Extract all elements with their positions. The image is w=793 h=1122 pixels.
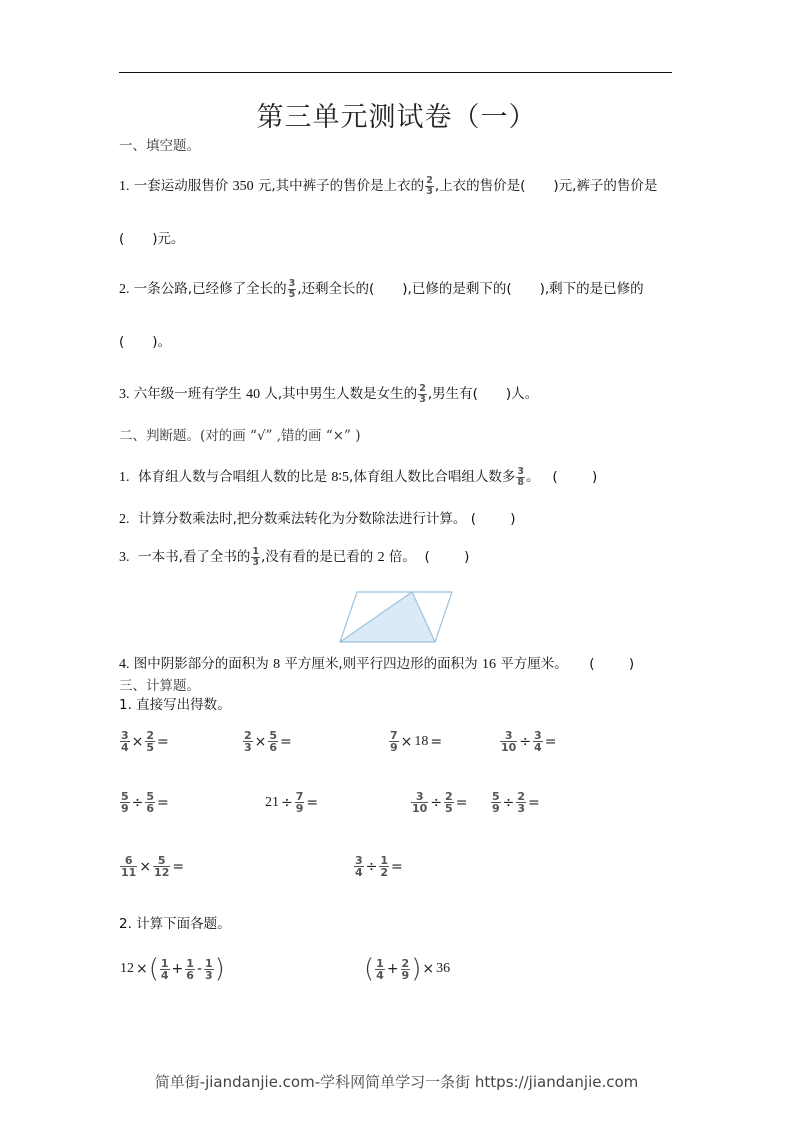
answer-parentheses[interactable]: ( ) xyxy=(424,549,470,565)
question-1-2-line2: ( )。 xyxy=(119,334,172,350)
parallelogram-figure xyxy=(335,588,460,648)
fraction: $\frac{3}{8}$ xyxy=(517,466,524,488)
fraction: $\frac{3}{5}$ xyxy=(288,278,296,300)
footer-watermark: 简单街-jiandanjie.com-学科网简单学习一条街 https://jiandanjie.com xyxy=(154,1073,639,1091)
answer-parentheses[interactable]: ( ) xyxy=(470,511,516,527)
question-2-2: 2. 计算分数乘法时,把分数乘法转化为分数除法进行计算。 ( ) xyxy=(119,511,516,527)
fraction: $\frac{2}{3}$ xyxy=(426,175,433,197)
answer-parentheses[interactable]: ( ) xyxy=(552,469,598,485)
question-1-1: 1. 一套运动服售价 350 元,其中裤子的售价是上衣的 $\frac{2}{3}$ ,上衣的售价是( )元,裤子的售价是 xyxy=(119,175,658,197)
question-2-3: 3. 一本书,看了全书的 $\frac{1}{3}$ ,没有看的是已看的 2 倍。 ( ) xyxy=(119,546,470,568)
subheading-compute: 2. 计算下面各题。 xyxy=(119,916,231,932)
fraction: $\frac{1}{3}$ xyxy=(252,546,260,568)
answer-parentheses[interactable]: ( ) xyxy=(589,656,635,672)
compute-expression-2: ( $\frac{1}{4}$ + $\frac{2}{9}$ ) × 36 xyxy=(364,954,451,984)
question-2-1: 1. 体育组人数与合唱组人数的比是 8∶5,体育组人数比合唱组人数多 $\frac{3}{8}$ 。 ( ) xyxy=(119,466,598,488)
calc-item-2: $\frac{2}{3}$ × $\frac{5}{6}$ = xyxy=(244,729,292,754)
calc-item-3: $\frac{7}{9}$ × 18 = xyxy=(390,729,443,754)
subheading-direct-answer: 1. 直接写出得数。 xyxy=(119,697,231,713)
section-heading-calculation: 三、计算题。 xyxy=(119,678,200,694)
calc-item-6: 21 ÷ $\frac{7}{9}$ = xyxy=(265,790,319,815)
question-1-1-line2: ( )元。 xyxy=(119,231,185,247)
fraction: $\frac{2}{3}$ xyxy=(419,383,426,405)
calc-item-5: $\frac{5}{9}$ ÷ $\frac{5}{6}$ = xyxy=(121,790,169,815)
section-heading-fill-blank: 一、填空题。 xyxy=(119,138,200,154)
calc-item-9: $\frac{6}{11}$ × $\frac{5}{12}$ = xyxy=(121,854,185,879)
calc-item-10: $\frac{3}{4}$ ÷ $\frac{1}{2}$ = xyxy=(355,854,403,879)
header-rule xyxy=(119,72,672,73)
calc-item-4: $\frac{3}{10}$ ÷ $\frac{3}{4}$ = xyxy=(501,729,557,754)
calc-item-7: $\frac{3}{10}$ ÷ $\frac{2}{5}$ = xyxy=(412,790,468,815)
section-heading-true-false: 二、判断题。(对的画 “√” ,错的画 “×” ) xyxy=(119,428,361,444)
calc-item-8: $\frac{5}{9}$ ÷ $\frac{2}{3}$ = xyxy=(492,790,540,815)
question-1-3: 3. 六年级一班有学生 40 人,其中男生人数是女生的 $\frac{2}{3}$ ,男生有( )人。 xyxy=(119,383,539,405)
calc-item-1: $\frac{3}{4}$ × $\frac{2}{5}$ = xyxy=(121,729,169,754)
question-1-2: 2. 一条公路,已经修了全长的 $\frac{3}{5}$ ,还剩全长的( ),已修的是剩下的( ),剩下的是已修的 xyxy=(119,278,644,300)
question-2-4: 4. 图中阴影部分的面积为 8 平方厘米,则平行四边形的面积为 16 平方厘米。 ( ) xyxy=(119,656,635,672)
compute-expression-1: 12 × ( $\frac{1}{4}$ + $\frac{1}{6}$ - $\frac{1}{3}$ ) xyxy=(120,954,225,984)
page-title: 第三单元测试卷（一） xyxy=(256,102,537,133)
